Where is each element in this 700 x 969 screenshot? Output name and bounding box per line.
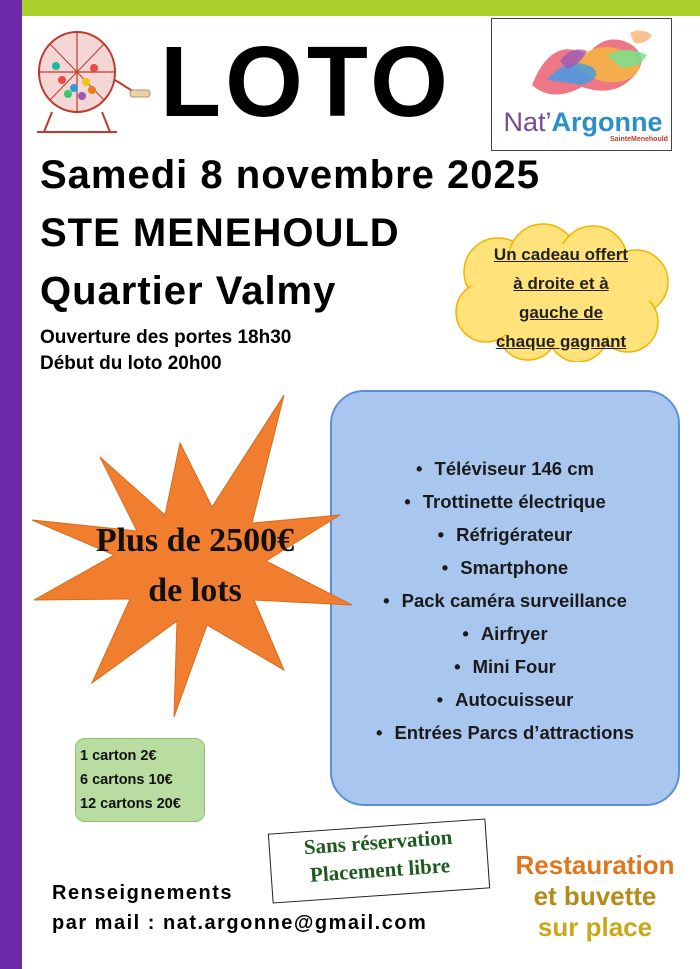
logo-part2: Argonne: [551, 107, 663, 137]
gift-line: Un cadeau offert: [493, 245, 629, 264]
event-district: Quartier Valmy: [40, 269, 337, 313]
gift-line: gauche de: [518, 303, 604, 322]
logo-wordmark: [498, 107, 668, 138]
prize-item: • Trottinette électrique: [404, 491, 606, 512]
gift-line: à droite et à: [513, 274, 609, 293]
logo-subtitle: SainteMenehould: [610, 136, 668, 143]
prize-item: • Smartphone: [441, 557, 569, 578]
gift-line: chaque gagnant: [495, 332, 627, 351]
gift-text: [466, 240, 656, 356]
prize-item: • Téléviseur 146 cm: [416, 458, 594, 479]
prize-item: • Autocuisseur: [436, 689, 574, 710]
contact-email: par mail : nat.argonne@gmail.com: [52, 912, 428, 934]
paint-splash-icon: [512, 25, 662, 107]
logo-part1: Nat’: [503, 107, 552, 137]
price-item: 1 carton 2€: [80, 748, 157, 764]
prices-list: [80, 744, 181, 816]
event-town: STE MENEHOULD: [40, 211, 400, 255]
left-purple-bar: [0, 0, 22, 969]
contact-info: [52, 878, 427, 938]
event-title: LOTO: [160, 26, 452, 138]
catering-text: [490, 850, 700, 943]
catering-line2: et buvette: [533, 881, 657, 911]
bingo-cage-icon: [22, 20, 152, 140]
prize-item: • Airfryer: [462, 623, 548, 644]
star-line2: de lots: [148, 572, 242, 609]
reservation-line1: Sans réservation: [302, 824, 454, 860]
prize-item: • Réfrigérateur: [437, 524, 573, 545]
contact-heading: Renseignements: [52, 882, 234, 904]
price-item: 6 cartons 10€: [80, 772, 173, 788]
prizes-list: [330, 452, 680, 749]
event-date: Samedi 8 novembre 2025: [40, 153, 541, 197]
price-item: 12 cartons 20€: [80, 796, 181, 812]
prize-item: • Mini Four: [454, 656, 556, 677]
star-line1: Plus de 2500€: [95, 522, 295, 559]
catering-line1: Restauration: [515, 850, 675, 880]
nat-argonne-logo: [491, 18, 672, 151]
prize-item: • Entrées Parcs d’attractions: [375, 722, 635, 743]
prize-item: • Pack caméra surveillance: [383, 590, 627, 611]
game-start: Début du loto 20h00: [40, 353, 222, 374]
catering-line3: sur place: [537, 912, 653, 942]
doors-opening: Ouverture des portes 18h30: [40, 327, 292, 348]
top-green-bar: [0, 0, 700, 16]
prize-value-text: [30, 516, 360, 616]
reservation-line2: Placement libre: [309, 853, 451, 887]
